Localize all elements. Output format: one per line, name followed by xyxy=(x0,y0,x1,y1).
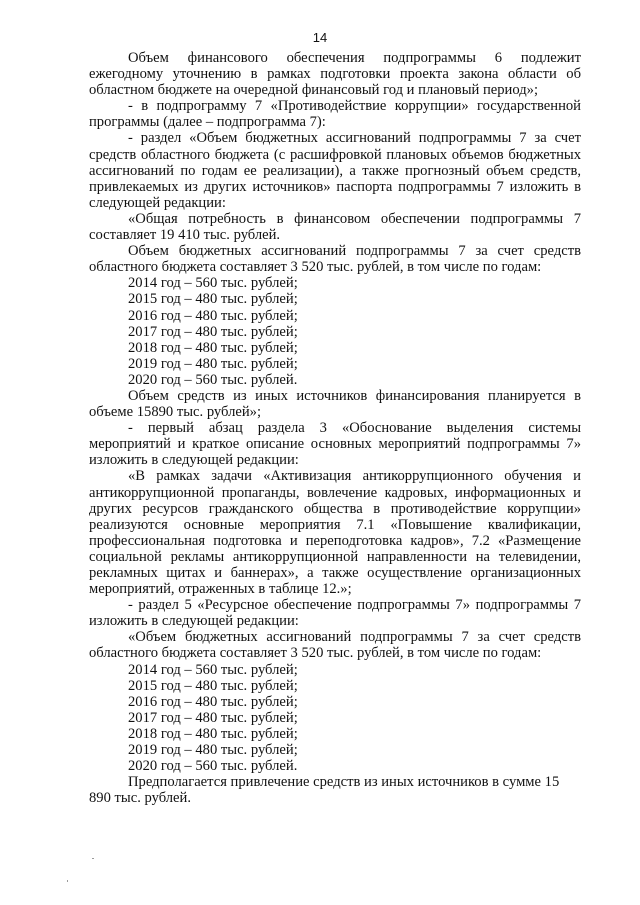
scan-speck xyxy=(67,880,68,882)
scan-speck xyxy=(92,858,94,859)
year-line-2018: 2018 год – 480 тыс. рублей; xyxy=(128,725,298,742)
paragraph-budget-section-amendment: - раздел «Объем бюджетных ассигнований подпрограммы 7 за счет средств областного бюджета (с расшифровкой плановых объемов бюджетных ассигнований по годам ее реализации), а также прогнозный объем средств, привлекаемых из других источников» паспорта подпрограммы 7 изложить в следующей редакции: xyxy=(89,130,581,211)
year-line-2020: 2020 год – 560 тыс. рублей. xyxy=(128,758,298,775)
years-list-passport xyxy=(89,275,581,388)
year-line-2016: 2016 год – 480 тыс. рублей; xyxy=(128,307,298,324)
paragraph-budget-allocation: Объем бюджетных ассигнований подпрограммы 7 за счет средств областного бюджета составляет 3 520 тыс. рублей, в том числе по годам: xyxy=(89,243,581,276)
year-line-2019: 2019 год – 480 тыс. рублей; xyxy=(128,742,298,759)
year-line-2016: 2016 год – 480 тыс. рублей; xyxy=(128,693,298,710)
paragraph-section-5-allocation: «Объем бюджетных ассигнований подпрограммы 7 за счет средств областного бюджета составляет 3 520 тыс. рублей, в том числе по годам: xyxy=(89,629,581,662)
document-body xyxy=(89,50,581,806)
year-line-2017: 2017 год – 480 тыс. рублей; xyxy=(128,323,298,340)
year-line-2019: 2019 год – 480 тыс. рублей; xyxy=(128,355,298,372)
year-line-2015: 2015 год – 480 тыс. рублей; xyxy=(128,291,298,308)
page-number: 14 xyxy=(312,30,328,45)
year-line-2017: 2017 год – 480 тыс. рублей; xyxy=(128,709,298,726)
year-line-2014: 2014 год – 560 тыс. рублей; xyxy=(128,275,298,292)
paragraph-other-sources: Объем средств из иных источников финансирования планируется в объеме 15890 тыс. рублей»; xyxy=(89,387,581,421)
year-line-2020: 2020 год – 560 тыс. рублей. xyxy=(128,371,298,388)
paragraph-section-3-text: «В рамках задачи «Активизация антикоррупционного обучения и антикоррупционной пропаганды, вовлечение кадровых, информационных и других ресурсов гражданского общества в противодействие коррупции» реализуются основные мероприятия 7.1 «Повышение квалификации, профессиональная подготовка и переподготовка кадров», 7.2 «Размещение социальной рекламы антикоррупционной направленности на телевидении, рекламных щитах и баннерах», а также осуществление организационных мероприятий, отраженных в таблице 12.»; xyxy=(89,468,581,598)
paragraph-section-3-amendment: - первый абзац раздела 3 «Обоснование выделения системы мероприятий и краткое описание основных мероприятий подпрограммы 7» изложить в следующей редакции: xyxy=(89,420,581,469)
paragraph-subprogram-7-intro: - в подпрограмму 7 «Противодействие коррупции» государственной программы (далее – подпрограмма 7): xyxy=(89,98,581,131)
paragraph-section-5-amendment: - раздел 5 «Ресурсное обеспечение подпрограммы 7» подпрограммы 7 изложить в следующей редакции: xyxy=(89,597,581,630)
paragraph-total-need: «Общая потребность в финансовом обеспечении подпрограммы 7 составляет 19 410 тыс. рублей. xyxy=(89,210,581,244)
year-line-2015: 2015 год – 480 тыс. рублей; xyxy=(128,677,298,694)
years-list-section-5 xyxy=(89,662,581,775)
paragraph-funding-note: Объем финансового обеспечения подпрограммы 6 подлежит ежегодному уточнению в рамках подготовки проекта закона области об областном бюджете на очередной финансовый год и плановый период»; xyxy=(89,50,581,99)
paragraph-closing-other-sources: Предполагается привлечение средств из иных источников в сумме 15 890 тыс. рублей. xyxy=(89,774,560,807)
year-line-2014: 2014 год – 560 тыс. рублей; xyxy=(128,661,298,678)
year-line-2018: 2018 год – 480 тыс. рублей; xyxy=(128,339,298,356)
